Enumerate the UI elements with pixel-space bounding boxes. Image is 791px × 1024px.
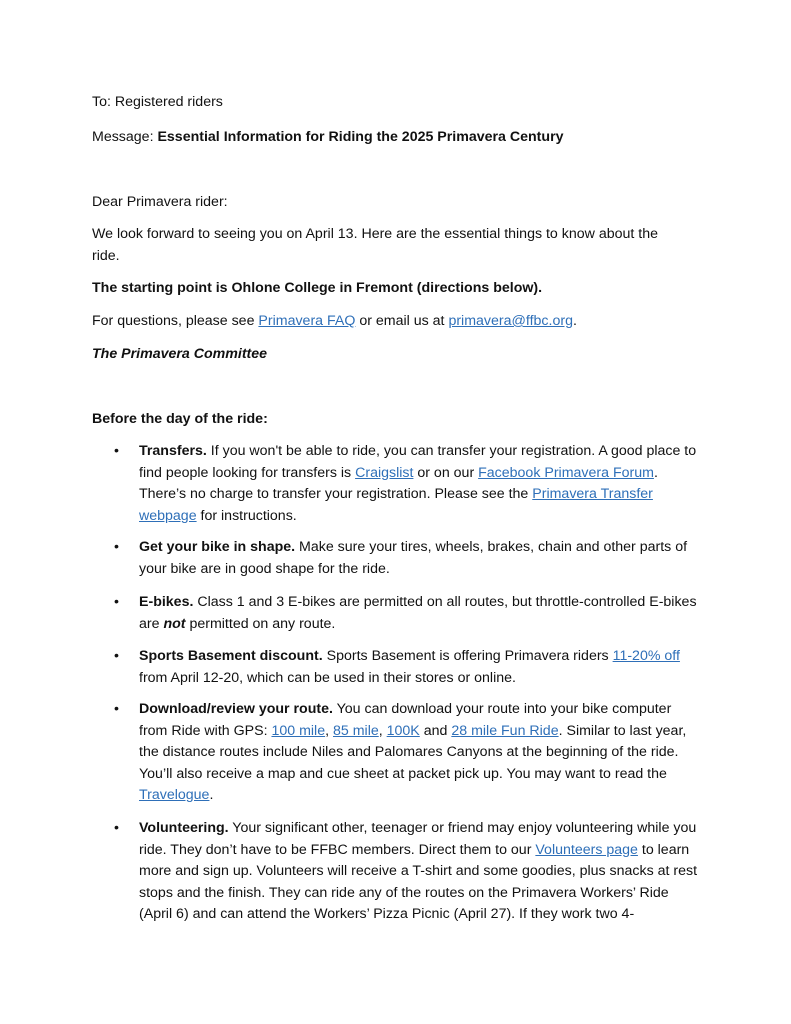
item-text: , bbox=[325, 722, 333, 739]
bullet-icon: • bbox=[114, 648, 119, 664]
list-item-ebikes bbox=[114, 592, 699, 635]
bullet-icon: • bbox=[114, 539, 119, 555]
route-85-mile-link[interactable]: 85 mile bbox=[333, 722, 379, 739]
item-title: Download/review your route. bbox=[139, 701, 333, 717]
list-item-sports-basement bbox=[114, 646, 699, 689]
greeting: Dear Primavera rider: bbox=[92, 194, 228, 210]
to-value: Registered riders bbox=[114, 94, 223, 110]
emphasis-not: not bbox=[163, 615, 186, 632]
travelogue-link[interactable]: Travelogue bbox=[139, 787, 210, 803]
route-100k-link[interactable]: 100K bbox=[386, 722, 420, 739]
item-text: You can download your route into your bike computer from Ride with GPS: bbox=[139, 701, 672, 739]
item-text: permitted on any route. bbox=[185, 615, 336, 632]
email-link[interactable]: primavera@ffbc.org bbox=[448, 313, 573, 329]
discount-link[interactable]: 11-20% off bbox=[612, 648, 680, 664]
route-fun-ride-link[interactable]: 28 mile Fun Ride bbox=[451, 722, 559, 739]
to-line bbox=[92, 92, 223, 112]
facebook-forum-link[interactable]: Facebook Primavera Forum bbox=[478, 464, 654, 481]
volunteers-page-link[interactable]: Volunteers page bbox=[535, 841, 638, 858]
item-title: Volunteering. bbox=[139, 820, 229, 836]
list-item-volunteering bbox=[114, 818, 699, 926]
bullet-icon: • bbox=[114, 820, 119, 836]
starting-point: The starting point is Ohlone College in Fremont (directions below). bbox=[92, 280, 543, 296]
intro-paragraph: We look forward to seeing you on April 13. Here are the essential things to know about the ride. bbox=[92, 226, 658, 264]
message-label: Message: bbox=[92, 129, 158, 145]
item-text: to learn more and sign up. Volunteers will receive a T-shirt and some goodies, plus snacks at rest stops and the finish. They can ride any of the routes on the Primavera Workers’ Ride (April 6) and can attend the Workers’ Pizza Picnic (April 27). If they work two 4- bbox=[139, 841, 698, 922]
questions-line bbox=[92, 311, 577, 331]
signature: The Primavera Committee bbox=[92, 346, 268, 362]
item-text: or on our bbox=[413, 464, 479, 481]
item-text: Make sure your tires, wheels, brakes, chain and other parts of your bike are in good shape for the ride. bbox=[139, 539, 688, 577]
item-text: , bbox=[378, 722, 387, 739]
item-text: and bbox=[419, 722, 452, 739]
message-subject: Essential Information for Riding the 2025 Primavera Century bbox=[157, 129, 564, 145]
questions-text: . bbox=[572, 313, 577, 329]
item-text: for instructions. bbox=[196, 507, 297, 524]
route-100-mile-link[interactable]: 100 mile bbox=[271, 722, 326, 739]
to-label: To: bbox=[92, 94, 115, 110]
craigslist-link[interactable]: Craigslist bbox=[355, 464, 414, 481]
bullet-icon: • bbox=[114, 443, 119, 459]
list-item-download-route bbox=[114, 699, 699, 807]
section-heading: Before the day of the ride: bbox=[92, 411, 268, 427]
item-text: Class 1 and 3 E-bikes are permitted on all routes, but throttle-controlled E-bikes are bbox=[139, 594, 697, 632]
item-text: . bbox=[209, 787, 214, 803]
questions-text: or email us at bbox=[355, 313, 449, 329]
faq-link[interactable]: Primavera FAQ bbox=[258, 313, 356, 329]
item-text: from April 12-20, which can be used in their stores or online. bbox=[139, 669, 516, 686]
item-title: Transfers. bbox=[139, 443, 207, 459]
list-item-bike-shape bbox=[114, 537, 699, 580]
item-title: E-bikes. bbox=[139, 594, 194, 610]
questions-text: For questions, please see bbox=[92, 313, 259, 329]
item-text: . There’s no charge to transfer your registration. Please see the bbox=[139, 464, 658, 502]
transfer-webpage-link[interactable]: Primavera Transfer webpage bbox=[139, 486, 653, 524]
message-line bbox=[92, 127, 563, 147]
list-item-transfers bbox=[114, 441, 699, 527]
item-title: Get your bike in shape. bbox=[139, 539, 296, 555]
item-title: Sports Basement discount. bbox=[139, 648, 323, 664]
item-text: Sports Basement is offering Primavera riders bbox=[322, 648, 613, 664]
item-text: Your significant other, teenager or friend may enjoy volunteering while you ride. They don’t have to be FFBC members. Direct them to our bbox=[139, 820, 697, 858]
item-text: . Similar to last year, the distance routes include Niles and Palomares Canyons at the beginning of the ride. You’ll also receive a map and cue sheet at packet pick up. You may want to read the bbox=[139, 722, 687, 782]
bullet-icon: • bbox=[114, 594, 119, 610]
bullet-icon: • bbox=[114, 701, 119, 717]
item-text: If you won't be able to ride, you can transfer your registration. A good place to find people looking for transfers is bbox=[139, 443, 697, 481]
